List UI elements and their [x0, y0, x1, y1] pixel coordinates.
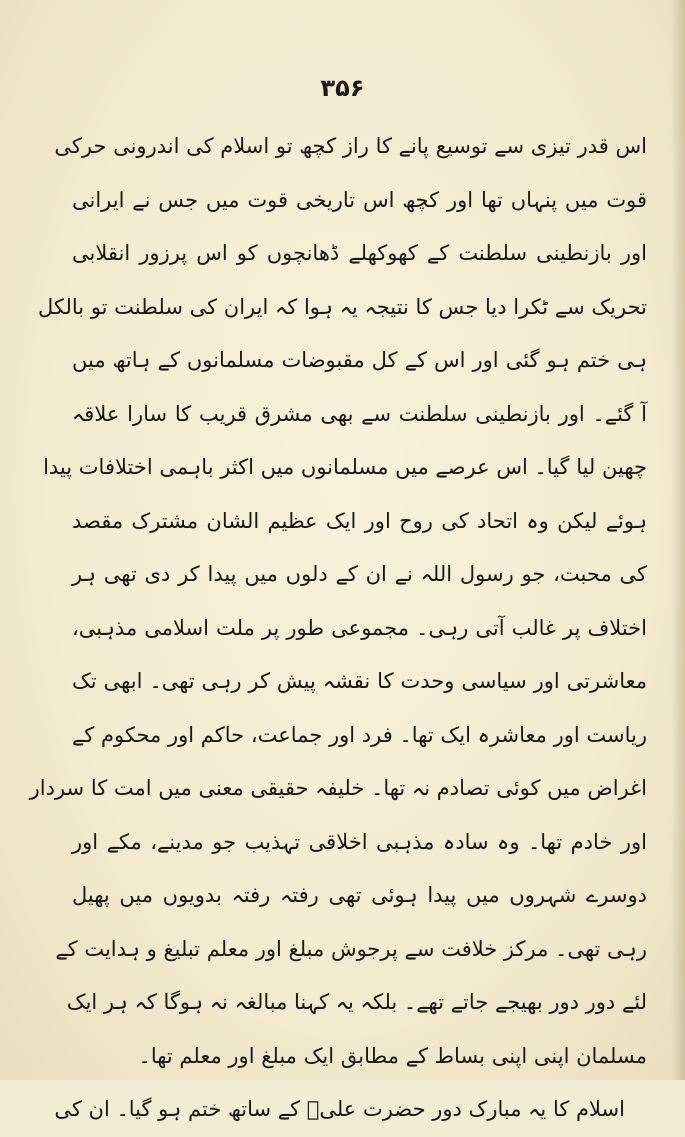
text-line-paragraph-start: اسلام کا یہ مبارک دور حضرت علیؓ کے ساتھ ختم ہو گیا۔ ان کی — [54, 1097, 625, 1121]
text-line: ہوئے لیکن وہ اتحاد کی روح اور ایک عظیم الشان مشترک مقصد — [72, 508, 647, 533]
text-line: اور خادم تھا۔ وہ سادہ مذہبی اخلاقی تہذیب جو مدینے، مکے اور — [72, 829, 647, 854]
text-line: تحریک سے ٹکرا دیا جس کا نتیجہ یہ ہوا کہ ایران کی سلطنت تو بالکل — [38, 294, 647, 319]
page-edge-shadow — [671, 0, 685, 1080]
text-line: رہی تھی۔ مرکز خلافت سے پرجوش مبلغ اور معلم تبلیغ و ہدایت کے — [55, 936, 647, 961]
text-line-paragraph-end: مسلمان اپنی اپنی بساط کے مطابق ایک مبلغ اور معلم تھا۔ — [138, 1043, 647, 1068]
body-text — [29, 120, 647, 1137]
text-line: اور بازنطینی سلطنت کے کھوکھلے ڈھانچوں کو اس پرزور انقلابی — [72, 241, 647, 265]
text-line: اغراض میں کوئی تصادم نہ تھا۔ خلیفہ حقیقی معنی میں امت کا سردار — [29, 776, 647, 800]
text-line: چھین لیا گیا۔ اس عرصے میں مسلمانوں میں اکثر باہمی اختلافات پیدا — [43, 455, 647, 479]
text-line: لئے دور دور بھیجے جاتے تھے۔ بلکہ یہ کہنا مبالغہ نہ ہوگا کہ ہر ایک — [66, 990, 647, 1014]
text-line: ہی ختم ہو گئی اور اس کے کل مقبوضات مسلمانوں کے ہاتھ میں — [72, 348, 647, 372]
text-line: ریاست اور معاشرہ ایک تھا۔ فرد اور جماعت، حاکم اور محکوم کے — [72, 722, 647, 747]
text-line: اس قدر تیزی سے توسیع پانے کا راز کچھ تو اسلام کی اندرونی حرکی — [54, 134, 647, 158]
page-number: ۳۵۶ — [320, 74, 365, 102]
text-line: کی محبت، جو رسول اللہ نے ان کے دلوں میں پیدا کر دی تھی ہر — [72, 562, 647, 586]
text-line: اختلاف پر غالب آتی رہی۔ مجموعی طور پر ملت اسلامی مذہبی، — [72, 615, 647, 640]
text-line: قوت میں پنہاں تھا اور کچھ اس تاریخی قوت میں جس نے ایرانی — [72, 187, 647, 212]
text-line: دوسرے شہروں میں پیدا ہوئی تھی رفتہ رفتہ بدویوں میں پھیل — [72, 883, 647, 907]
text-line: معاشرتی اور سیاسی وحدت کا نقشہ پیش کر رہی تھی۔ ابھی تک — [72, 669, 647, 693]
text-line: آ گئے۔ اور بازنطینی سلطنت سے بھی مشرق قریب کا سارا علاقہ — [72, 401, 647, 426]
